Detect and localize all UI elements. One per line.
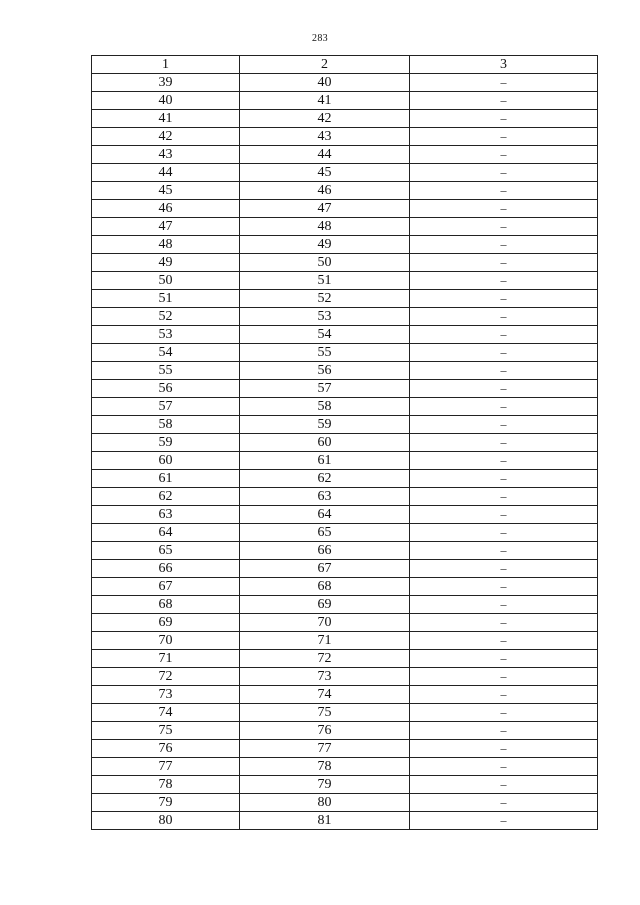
table-cell-col-3: – [410,380,598,398]
table-cell-col-2: 59 [240,416,410,434]
column-header-3: 3 [410,56,598,74]
table-cell-col-3: – [410,290,598,308]
table-cell-col-2: 69 [240,596,410,614]
table-row [92,254,598,272]
table-cell-col-1: 75 [92,722,240,740]
table-cell-col-1: 61 [92,470,240,488]
table-cell-col-1: 54 [92,344,240,362]
table-row [92,362,598,380]
table-cell-col-1: 70 [92,632,240,650]
table-cell-col-1: 71 [92,650,240,668]
table-row [92,200,598,218]
table-cell-col-1: 68 [92,596,240,614]
table-cell-col-1: 78 [92,776,240,794]
table-cell-col-3: – [410,236,598,254]
table-cell-col-3: – [410,416,598,434]
table-cell-col-2: 70 [240,614,410,632]
table-cell-col-3: – [410,578,598,596]
table-cell-col-2: 56 [240,362,410,380]
table-cell-col-1: 40 [92,92,240,110]
table-cell-col-3: – [410,686,598,704]
table-cell-col-3: – [410,218,598,236]
table-cell-col-1: 50 [92,272,240,290]
table-cell-col-3: – [410,128,598,146]
table-cell-col-3: – [410,200,598,218]
table-cell-col-1: 79 [92,794,240,812]
table-cell-col-3: – [410,164,598,182]
column-header-2: 2 [240,56,410,74]
table-cell-col-2: 71 [240,632,410,650]
table-cell-col-2: 75 [240,704,410,722]
table-row [92,740,598,758]
table-cell-col-1: 43 [92,146,240,164]
table-cell-col-1: 69 [92,614,240,632]
table-row [92,560,598,578]
table-row [92,794,598,812]
table-cell-col-2: 81 [240,812,410,830]
table-cell-col-2: 42 [240,110,410,128]
table-row [92,488,598,506]
column-header-1: 1 [92,56,240,74]
table-cell-col-2: 62 [240,470,410,488]
table-cell-col-3: – [410,146,598,164]
table-cell-col-3: – [410,632,598,650]
table-row [92,506,598,524]
table-row [92,398,598,416]
table-row [92,470,598,488]
table-cell-col-3: – [410,758,598,776]
table-cell-col-3: – [410,740,598,758]
table-cell-col-2: 54 [240,326,410,344]
table-row [92,758,598,776]
table-cell-col-3: – [410,326,598,344]
table-cell-col-3: – [410,722,598,740]
table-cell-col-1: 49 [92,254,240,272]
table-cell-col-2: 50 [240,254,410,272]
table-cell-col-1: 51 [92,290,240,308]
table-cell-col-3: – [410,182,598,200]
table-cell-col-3: – [410,434,598,452]
table-cell-col-1: 45 [92,182,240,200]
table-cell-col-2: 58 [240,398,410,416]
table-cell-col-1: 67 [92,578,240,596]
table-cell-col-1: 56 [92,380,240,398]
table-cell-col-2: 48 [240,218,410,236]
table-cell-col-1: 59 [92,434,240,452]
table-row [92,434,598,452]
table-cell-col-3: – [410,308,598,326]
table-cell-col-2: 40 [240,74,410,92]
table-row [92,218,598,236]
table-cell-col-1: 41 [92,110,240,128]
table-row [92,164,598,182]
table-row [92,128,598,146]
table-cell-col-1: 52 [92,308,240,326]
table-cell-col-2: 67 [240,560,410,578]
table-cell-col-3: – [410,74,598,92]
table-cell-col-2: 57 [240,380,410,398]
table-row [92,272,598,290]
table-cell-col-3: – [410,362,598,380]
table-row [92,308,598,326]
table-row [92,542,598,560]
table-row [92,722,598,740]
table-cell-col-3: – [410,272,598,290]
table-body [92,74,598,830]
table-cell-col-1: 47 [92,218,240,236]
table-cell-col-1: 64 [92,524,240,542]
table-cell-col-3: – [410,506,598,524]
table-cell-col-2: 55 [240,344,410,362]
table-row [92,668,598,686]
table-cell-col-3: – [410,470,598,488]
table-cell-col-3: – [410,776,598,794]
table-cell-col-1: 65 [92,542,240,560]
table-row [92,632,598,650]
table-cell-col-2: 66 [240,542,410,560]
table-row [92,578,598,596]
table-cell-col-1: 74 [92,704,240,722]
table-cell-col-3: – [410,92,598,110]
table-row [92,452,598,470]
table-cell-col-3: – [410,344,598,362]
table-cell-col-3: – [410,488,598,506]
table-row [92,686,598,704]
table-cell-col-3: – [410,254,598,272]
table-cell-col-2: 74 [240,686,410,704]
table-cell-col-2: 51 [240,272,410,290]
table-cell-col-1: 44 [92,164,240,182]
table-cell-col-2: 73 [240,668,410,686]
table-cell-col-2: 49 [240,236,410,254]
table-row [92,290,598,308]
page-number: 283 [312,33,328,44]
table-row [92,380,598,398]
table-row [92,182,598,200]
table-cell-col-2: 77 [240,740,410,758]
table-cell-col-2: 65 [240,524,410,542]
table-cell-col-1: 39 [92,74,240,92]
header-row [92,56,598,74]
table-cell-col-2: 76 [240,722,410,740]
table-cell-col-2: 72 [240,650,410,668]
table-row [92,650,598,668]
table-cell-col-2: 68 [240,578,410,596]
table-row [92,110,598,128]
table-cell-col-2: 78 [240,758,410,776]
table-row [92,524,598,542]
table-cell-col-2: 60 [240,434,410,452]
table-row [92,74,598,92]
table-row [92,92,598,110]
table-cell-col-2: 41 [240,92,410,110]
table-cell-col-2: 61 [240,452,410,470]
table-cell-col-1: 48 [92,236,240,254]
table-cell-col-2: 64 [240,506,410,524]
table-row [92,236,598,254]
table-cell-col-1: 80 [92,812,240,830]
table-cell-col-3: – [410,650,598,668]
table-row [92,596,598,614]
table-cell-col-2: 47 [240,200,410,218]
table-cell-col-3: – [410,110,598,128]
table-cell-col-3: – [410,524,598,542]
table-cell-col-2: 45 [240,164,410,182]
table-cell-col-1: 76 [92,740,240,758]
table-cell-col-3: – [410,452,598,470]
table-cell-col-1: 53 [92,326,240,344]
table-cell-col-1: 63 [92,506,240,524]
table-cell-col-2: 43 [240,128,410,146]
table-cell-col-2: 53 [240,308,410,326]
table-cell-col-3: – [410,398,598,416]
table-cell-col-1: 72 [92,668,240,686]
table-row [92,776,598,794]
table-row [92,704,598,722]
table-cell-col-2: 46 [240,182,410,200]
table-cell-col-3: – [410,812,598,830]
table-cell-col-3: – [410,560,598,578]
table-cell-col-1: 46 [92,200,240,218]
table-cell-col-1: 62 [92,488,240,506]
table-header [92,56,598,74]
table-cell-col-1: 42 [92,128,240,146]
table-cell-col-1: 73 [92,686,240,704]
table-cell-col-3: – [410,542,598,560]
table-cell-col-3: – [410,704,598,722]
table-row [92,614,598,632]
table-cell-col-1: 55 [92,362,240,380]
table-row [92,326,598,344]
table-cell-col-2: 63 [240,488,410,506]
table-cell-col-1: 60 [92,452,240,470]
table-cell-col-1: 58 [92,416,240,434]
table-cell-col-1: 57 [92,398,240,416]
table-cell-col-3: – [410,794,598,812]
table-cell-col-1: 66 [92,560,240,578]
table-row [92,812,598,830]
table-cell-col-2: 44 [240,146,410,164]
table-cell-col-3: – [410,668,598,686]
table-cell-col-2: 52 [240,290,410,308]
data-table [91,55,598,830]
table-row [92,146,598,164]
table-cell-col-2: 80 [240,794,410,812]
table-cell-col-3: – [410,614,598,632]
table-row [92,344,598,362]
table-cell-col-3: – [410,596,598,614]
table-cell-col-2: 79 [240,776,410,794]
table-row [92,416,598,434]
table-cell-col-1: 77 [92,758,240,776]
